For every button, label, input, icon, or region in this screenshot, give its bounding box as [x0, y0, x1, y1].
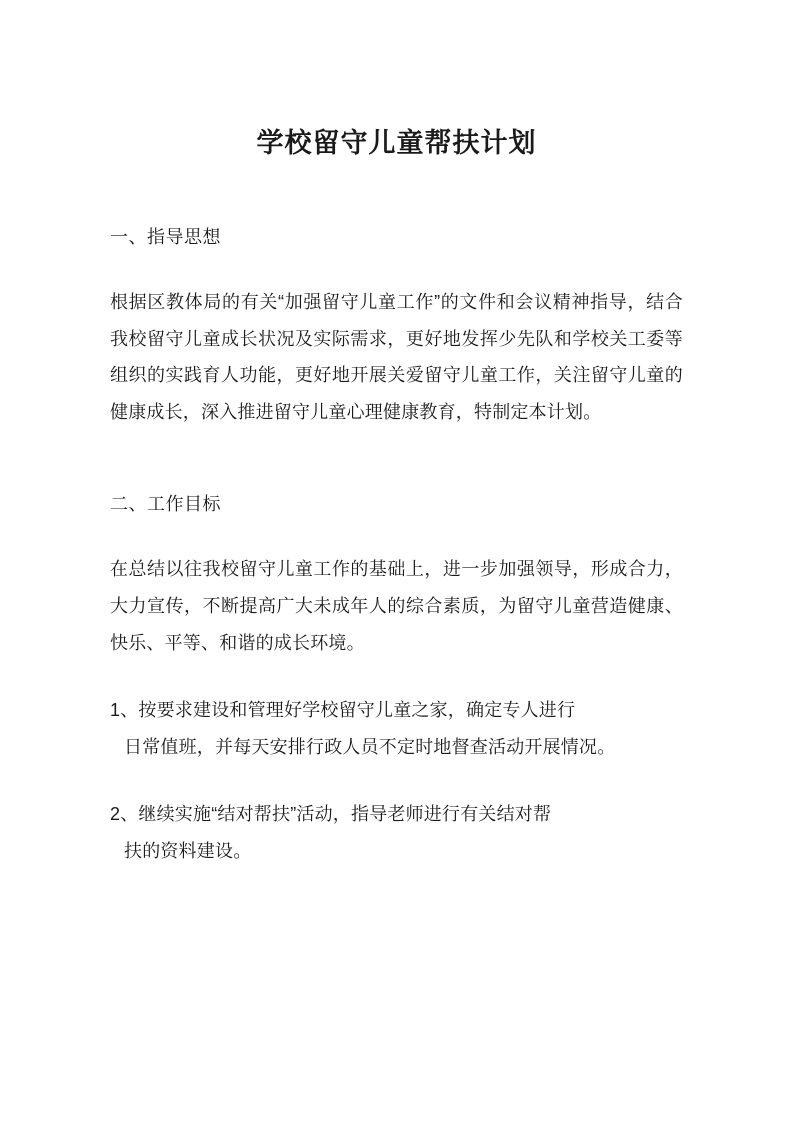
list-item	[110, 796, 683, 870]
list-item-line-2: 日常值班，并每天安排行政人员不定时地督查活动开展情况。	[124, 737, 616, 757]
list-item	[110, 692, 683, 766]
section-heading-guiding-thought: 一、指导思想	[110, 226, 221, 247]
paragraph-work-goals: 在总结以往我校留守儿童工作的基础上，进一步加强领导，形成合力，大力宣传，不断提高广大未成年人的综合素质，为留守儿童营造健康、快乐、平等、和谐的成长环境。	[110, 559, 683, 654]
paragraph-guiding-thought: 根据区教体局的有关“加强留守儿童工作”的文件和会议精神指导，结合我校留守儿童成长状况及实际需求，更好地发挥少先队和学校关工委等组织的实践育人功能，更好地开展关爱留守儿童工作，关注留守儿童的健康成长，深入推进留守儿童心理健康教育，特制定本计划。	[110, 291, 683, 423]
list-item-line-1: 2、继续实施“结对帮扶”活动，指导老师进行有关结对帮	[110, 803, 552, 824]
section-heading-work-goals: 二、工作目标	[110, 494, 221, 515]
list-item-line-2: 扶的资料建设。	[124, 840, 252, 861]
page-title: 学校留守儿童帮扶计划	[256, 128, 537, 158]
list-item-line-1: 1、按要求建设和管理好学校留守儿童之家，确定专人进行	[110, 700, 576, 721]
